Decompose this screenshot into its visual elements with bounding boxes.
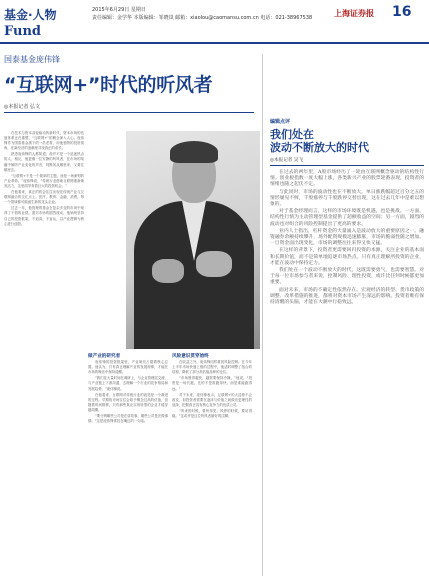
editor-info: 责任编辑：金学华 本版编辑：邹晓岚 邮箱：xiaolou@caomansu.com.cn 电话：021-38967538 (92, 15, 313, 21)
main-article-byline: ◎本报记者 弘文 (4, 104, 40, 110)
paragraph: 在收益之外，庞伟锋同样重视风险控制。在今年上半年市场快速上涨的过程中，他适时调整了组合的结构，降低了部分高估值品种的仓位。 (172, 360, 252, 375)
subheading: 风险意识贯穿始终 (172, 354, 209, 359)
fund-label: Fund (4, 24, 41, 39)
side-article-headline (270, 128, 424, 154)
paragraph: “我们花大量时间在调研上，与企业管理层交流，与产业链上下游沟通，去理解一个行业的竞争格局和发展趋势。”庞伟锋说。 (88, 376, 168, 391)
paragraph: 在过去的两年里，A股市场经历了一轮由互联网概念驱动的结构性行情。创业板指数一度大幅上涨，各类新兴产业的股票轮番表现，投资者的情绪也随之起伏不定。 (270, 170, 424, 188)
photo-hand (196, 251, 232, 277)
paragraph: “要分辨哪些公司是在讲故事，哪些公司是在做事情。”这是庞伟锋常挂在嘴边的一句话。 (88, 414, 168, 424)
section-title: 基金·人物 (4, 8, 57, 22)
paragraph: 面对未来，市场的不确定性依然存在。宏观经济的转型、货币政策的调整、改革措施的推进，都将对资本市场产生深远的影响。投资者唯有保持清醒的头脑，才能在大潮中行稳致远。 (270, 287, 424, 306)
main-article-kicker: 国泰基金庞伟锋 (4, 55, 60, 64)
side-headline-line: 我们处在 (270, 128, 314, 141)
paragraph: 业内人士指出，杠杆资金的大量涌入是波动放大的重要原因之一。融资融券余额持续攀升，场外配资规模迅速膨胀，市场的脆弱性随之增加。一旦资金面出现变化，市场的调整往往来得又快又猛。 (270, 228, 424, 247)
paragraph: 庞伟锋的投资框架里，产业研究占据着核心位置。他认为，只有真正理解产业的发展规律，才能在市场的噪音中保持清醒。 (88, 360, 168, 375)
paragraph: 对于基金经理而言，这样的市场环境既是机遇，也是挑战。一方面，结构性行情为主动管理型基金提供了超额收益的空间；另一方面，剧烈的波动也对组合的风险控制提出了更高的要求。 (270, 209, 424, 227)
side-article-byline: ◎本报记者 吴飞 (270, 158, 304, 163)
paragraph: 对于未来，庞伟锋表示，互联网+的大趋势不会改变，但投资者需要在泡沫与价值之间做出更理性的选择，把握真正具有核心竞争力的优质公司。 (172, 392, 252, 407)
newspaper-name: 上海证券报 (334, 8, 374, 18)
photo-hand (152, 259, 184, 283)
main-article-column-1 (4, 131, 84, 228)
side-byline-divider (270, 165, 424, 166)
paragraph: 在技术与资本双轮驱动的新时代，资本市场的估值体系正在重塑，“互联网+”的概念深入人心。庞伟锋作为国泰基金旗下的一员老将，用他独特的投资视角，在新经济的浪潮里寻找真正的成长。 (4, 131, 84, 151)
paragraph: “风来的时候，要听得见；风停的时候，要站得稳。”这或许是这位听风者最好的注脚。 (172, 408, 252, 419)
paragraph: 在这样的背景下，投资者更需要回归投资的本源，关注企业的基本面和长期价值，而不是简单地追逐市场热点。只有真正理解所投资的企业，才能在波动中保持定力。 (270, 248, 424, 266)
portrait-photo (126, 131, 260, 349)
photo-hair (170, 141, 218, 163)
paragraph: 在他看来，互联网对传统行业的改造是一个渐进的过程。早期的市场往往会给予概念过高的估值，但随着时间推移，只有那些真正实现转型的企业才能穿越周期。 (88, 392, 168, 412)
paragraph: 过去一年，他管理的基金在复杂多变的市场中取得了不俗的业绩。面对市场的剧烈波动，他始终坚持自己的投资框架，不追高、不盲从，以产业逻辑为核心进行选股。 (4, 206, 84, 226)
paragraph: 与此同时，市场的波动性也在不断放大。单日涨跌幅超过百分之五的情形屡见不鲜，千股涨停与千股跌停交替出现，这在过去几年中是难以想象的。 (270, 189, 424, 208)
side-article-kicker: 编辑点评 (270, 119, 291, 125)
side-article (270, 118, 424, 307)
paragraph: 我们处在一个波动不断放大的时代，这既需要勇气，也需要智慧。对于每一位市场参与者来说，控制风险、理性投资，或许比任何时候都更加重要。 (270, 268, 424, 286)
paragraph: “互联网+不是一个简单的主题，而是一场深刻的产业革命。”庞伟锋说，“传统行业借助互联网重新焕发活力，这里面孕育着巨大的投资机会。” (4, 173, 84, 188)
side-article-body (270, 170, 424, 306)
main-article-column-2 (88, 352, 168, 425)
issue-date: 2015年6月29日 星期日 (92, 7, 146, 13)
paragraph: 熟悉庞伟锋的人都知道，他并不是一个追逐热点的人。相反，他更像一位安静的听风者，在市场的喧嚣中倾听产业变化的声音，判断风从哪里来，又要往哪里去。 (4, 152, 84, 172)
subheading: 做产业的研究者 (88, 354, 121, 359)
paragraph: 在他看来，真正的机会往往出现在传统产业与互联网融合的交汇点上。医疗、教育、金融、消费，每一个领域都可能诞生新的龙头企业。 (4, 190, 84, 205)
page-number: 16 (392, 4, 412, 20)
main-article-header (4, 54, 254, 113)
column-divider (262, 54, 263, 576)
byline-divider (4, 112, 254, 113)
paragraph: “市场涨得越快，越需要保持冷静。”他说，“投资是一场长跑，比的不是谁跑得快，而是谁能跑得远。” (172, 376, 252, 391)
header-divider (0, 42, 429, 44)
side-headline-line: 波动不断放大的时代 (270, 141, 369, 154)
main-article-headline: “互联网+”时代的听风者 (4, 74, 213, 96)
page-header (0, 0, 429, 46)
main-article-column-3 (172, 352, 252, 420)
